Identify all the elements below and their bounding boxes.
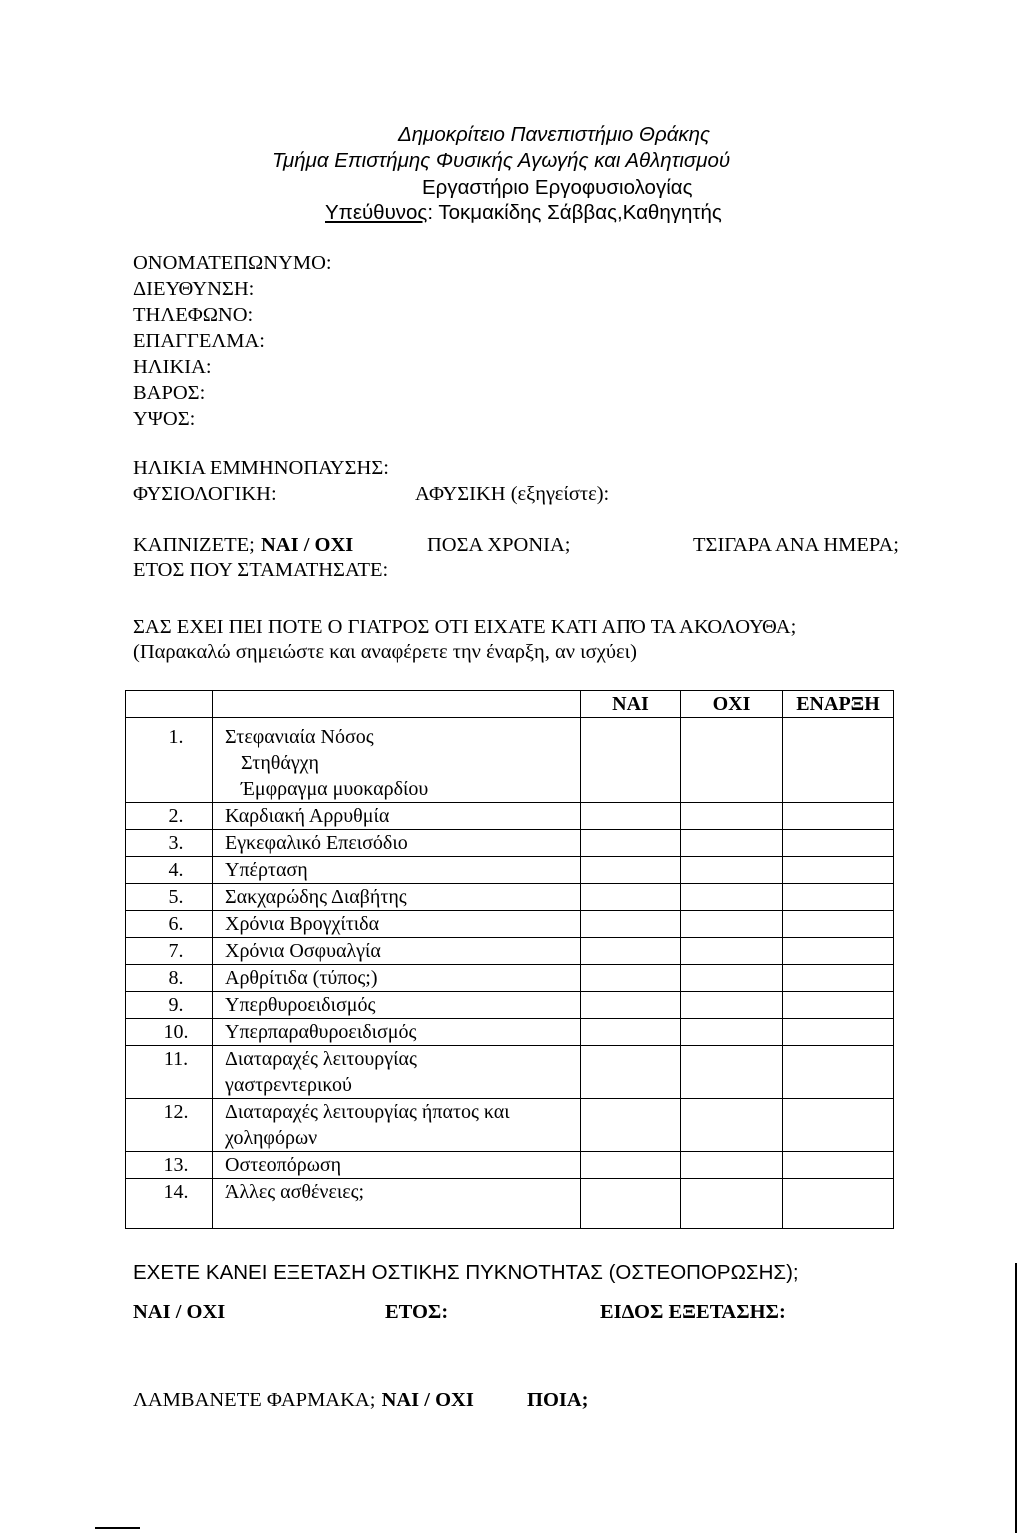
bone-density-options: ΝΑΙ / ΟΧΙ [133,1301,226,1323]
field-weight: ΒΑΡΟΣ: [133,382,206,404]
field-age: ΗΛΙΚΙΑ: [133,356,212,378]
bone-density-question: ΕΧΕΤΕ ΚΑΝΕΙ ΕΞΕΤΑΣΗ ΟΣΤΙΚΗΣ ΠΥΚΝΟΤΗΤΑΣ (ΟΣΤΕΟΠΟΡΩΣΗΣ); [133,1261,799,1284]
column-header-yes: ΝΑΙ [581,691,681,718]
row-number: 8. [126,965,213,992]
bone-density-year-label: ΕΤΟΣ: [385,1301,449,1323]
no-cell [681,857,783,884]
field-phone: ΤΗΛΕΦΩΝΟ: [133,304,254,326]
onset-cell [783,1046,894,1099]
no-cell [681,1179,783,1229]
menopause-normal-label: ΦΥΣΙΟΛΟΓΙΚΗ: [133,483,277,505]
field-address: ΔΙΕΥΘΥΝΣΗ: [133,278,255,300]
table-row [126,1099,894,1152]
condition-label: Διαταραχές λειτουργίας ήπατος και [225,1101,510,1123]
yes-cell [581,857,681,884]
condition-label: Αρθρίτιδα (τύπος;) [213,965,581,992]
no-cell [681,1046,783,1099]
yes-cell [581,965,681,992]
onset-cell [783,1099,894,1152]
bone-density-exam-type-label: ΕΙΔΟΣ ΕΞΕΤΑΣΗΣ: [600,1301,786,1323]
field-height: ΥΨΟΣ: [133,408,196,430]
table-row [126,1179,894,1229]
personal-info-fields [133,250,332,432]
onset-cell [783,992,894,1019]
table-header-empty-cell [126,691,213,718]
condition-label: Υπέρταση [213,857,581,884]
onset-cell [783,830,894,857]
onset-cell [783,1019,894,1046]
condition-label: Υπερθυροειδισμός [213,992,581,1019]
university-name: Δημοκρίτειο Πανεπιστήμιο Θράκης [398,123,711,146]
smoking-years-label: ΠΟΣΑ ΧΡΟΝΙΑ; [427,534,571,556]
smoking-question-label: ΚΑΠΝΙΖΕΤΕ; [133,534,255,556]
table-header-empty-cell [213,691,581,718]
cigarettes-per-day-label: ΤΣΙΓΑΡΑ ΑΝΑ ΗΜΕΡΑ; [693,534,899,556]
condition-label: Υπερπαραθυροειδισμός [213,1019,581,1046]
responsible-label: Υπεύθυνος [325,201,428,224]
smoking-question [133,532,353,558]
onset-cell [783,938,894,965]
onset-cell [783,803,894,830]
yes-cell [581,1179,681,1229]
no-cell [681,938,783,965]
medication-which-label: ΠΟΙΑ; [527,1389,589,1411]
table-row [126,992,894,1019]
row-number: 6. [126,911,213,938]
medical-history-table [125,690,894,1229]
condition-label-continued: γαστρεντερικού [225,1074,352,1096]
onset-cell [783,1179,894,1229]
row-number: 14. [126,1179,213,1229]
row-number: 9. [126,992,213,1019]
onset-cell [783,1152,894,1179]
no-cell [681,965,783,992]
row-number: 2. [126,803,213,830]
no-cell [681,884,783,911]
condition-cell [213,718,581,803]
table-row [126,830,894,857]
no-cell [681,1099,783,1152]
medication-question [133,1387,474,1413]
table-row [126,938,894,965]
column-header-onset: ΕΝΑΡΞΗ [783,691,894,718]
onset-cell [783,965,894,992]
menopause-age-label: ΗΛΙΚΙΑ ΕΜΜΗΝΟΠΑΥΣΗΣ: [133,457,389,479]
condition-label: Σακχαρώδης Διαβήτης [213,884,581,911]
responsible-person [325,200,722,226]
table-row [126,884,894,911]
table-row [126,1152,894,1179]
yes-cell [581,803,681,830]
condition-cell [213,1099,581,1152]
condition-label: Εγκεφαλικό Επεισόδιο [213,830,581,857]
table-row [126,857,894,884]
column-header-no: ΟΧΙ [681,691,783,718]
condition-label: Διαταραχές λειτουργίας [225,1048,417,1070]
no-cell [681,1152,783,1179]
yes-cell [581,1046,681,1099]
yes-cell [581,911,681,938]
condition-sub-label: Στηθάγχη [241,752,320,774]
condition-label: Άλλες ασθένειες; [213,1179,581,1229]
scan-edge-line [1015,1263,1017,1533]
department-name: Τμήμα Επιστήμης Φυσικής Αγωγής και Αθλητισμού [272,149,731,172]
condition-cell [213,1046,581,1099]
row-number: 1. [126,718,213,803]
row-number: 12. [126,1099,213,1152]
row-number: 5. [126,884,213,911]
condition-label: Στεφανιαία Νόσος [225,726,374,748]
yes-cell [581,938,681,965]
no-cell [681,911,783,938]
medication-options: ΝΑΙ / ΟΧΙ [381,1389,474,1411]
row-number: 10. [126,1019,213,1046]
yes-cell [581,718,681,803]
quit-year-label: ΕΤΟΣ ΠΟΥ ΣΤΑΜΑΤΗΣΑΤΕ: [133,559,389,581]
onset-cell [783,911,894,938]
yes-cell [581,830,681,857]
no-cell [681,718,783,803]
smoking-options: ΝΑΙ / ΟΧΙ [260,534,354,556]
table-row [126,911,894,938]
table-row [126,803,894,830]
table-row [126,1019,894,1046]
field-occupation: ΕΠΑΓΓΕΛΜΑ: [133,330,265,352]
onset-cell [783,857,894,884]
row-number: 11. [126,1046,213,1099]
condition-label: Χρόνια Βρογχίτιδα [213,911,581,938]
row-number: 7. [126,938,213,965]
medical-history-question: ΣΑΣ ΕΧΕΙ ΠΕΙ ΠΟΤΕ Ο ΓΙΑΤΡΟΣ ΟΤΙ ΕΙΧΑΤΕ ΚΑΤΙ ΑΠΌ ΤΑ ΑΚΟΛΟΥΘΑ; [133,616,797,638]
table-row [126,718,894,803]
table-row [126,965,894,992]
no-cell [681,830,783,857]
yes-cell [581,884,681,911]
no-cell [681,992,783,1019]
no-cell [681,803,783,830]
scan-edge-line [95,1527,140,1529]
condition-label: Οστεοπόρωση [213,1152,581,1179]
medical-history-instruction: (Παρακαλώ σημειώστε και αναφέρετε την έναρξη, αν ισχύει) [133,641,637,663]
condition-sub-label: Έμφραγμα μυοκαρδίου [241,778,429,800]
medication-question-label: ΛΑΜΒΑΝΕΤΕ ΦΑΡΜΑΚΑ; [133,1389,376,1411]
table-row [126,1046,894,1099]
table-header-row [126,691,894,718]
field-full-name: ΟΝΟΜΑΤΕΠΩΝΥΜΟ: [133,252,332,274]
condition-label: Χρόνια Οσφυαλγία [213,938,581,965]
row-number: 3. [126,830,213,857]
no-cell [681,1019,783,1046]
onset-cell [783,718,894,803]
yes-cell [581,1019,681,1046]
row-number: 13. [126,1152,213,1179]
responsible-value: : Τοκμακίδης Σάββας,Καθηγητής [427,201,722,224]
yes-cell [581,1099,681,1152]
yes-cell [581,992,681,1019]
onset-cell [783,884,894,911]
menopause-abnormal-label: ΑΦΥΣΙΚΗ (εξηγείστε): [415,483,610,505]
yes-cell [581,1152,681,1179]
condition-label: Καρδιακή Αρρυθμία [213,803,581,830]
laboratory-name: Εργαστήριο Εργοφυσιολογίας [422,176,693,199]
row-number: 4. [126,857,213,884]
condition-label-continued: χοληφόρων [225,1127,318,1149]
